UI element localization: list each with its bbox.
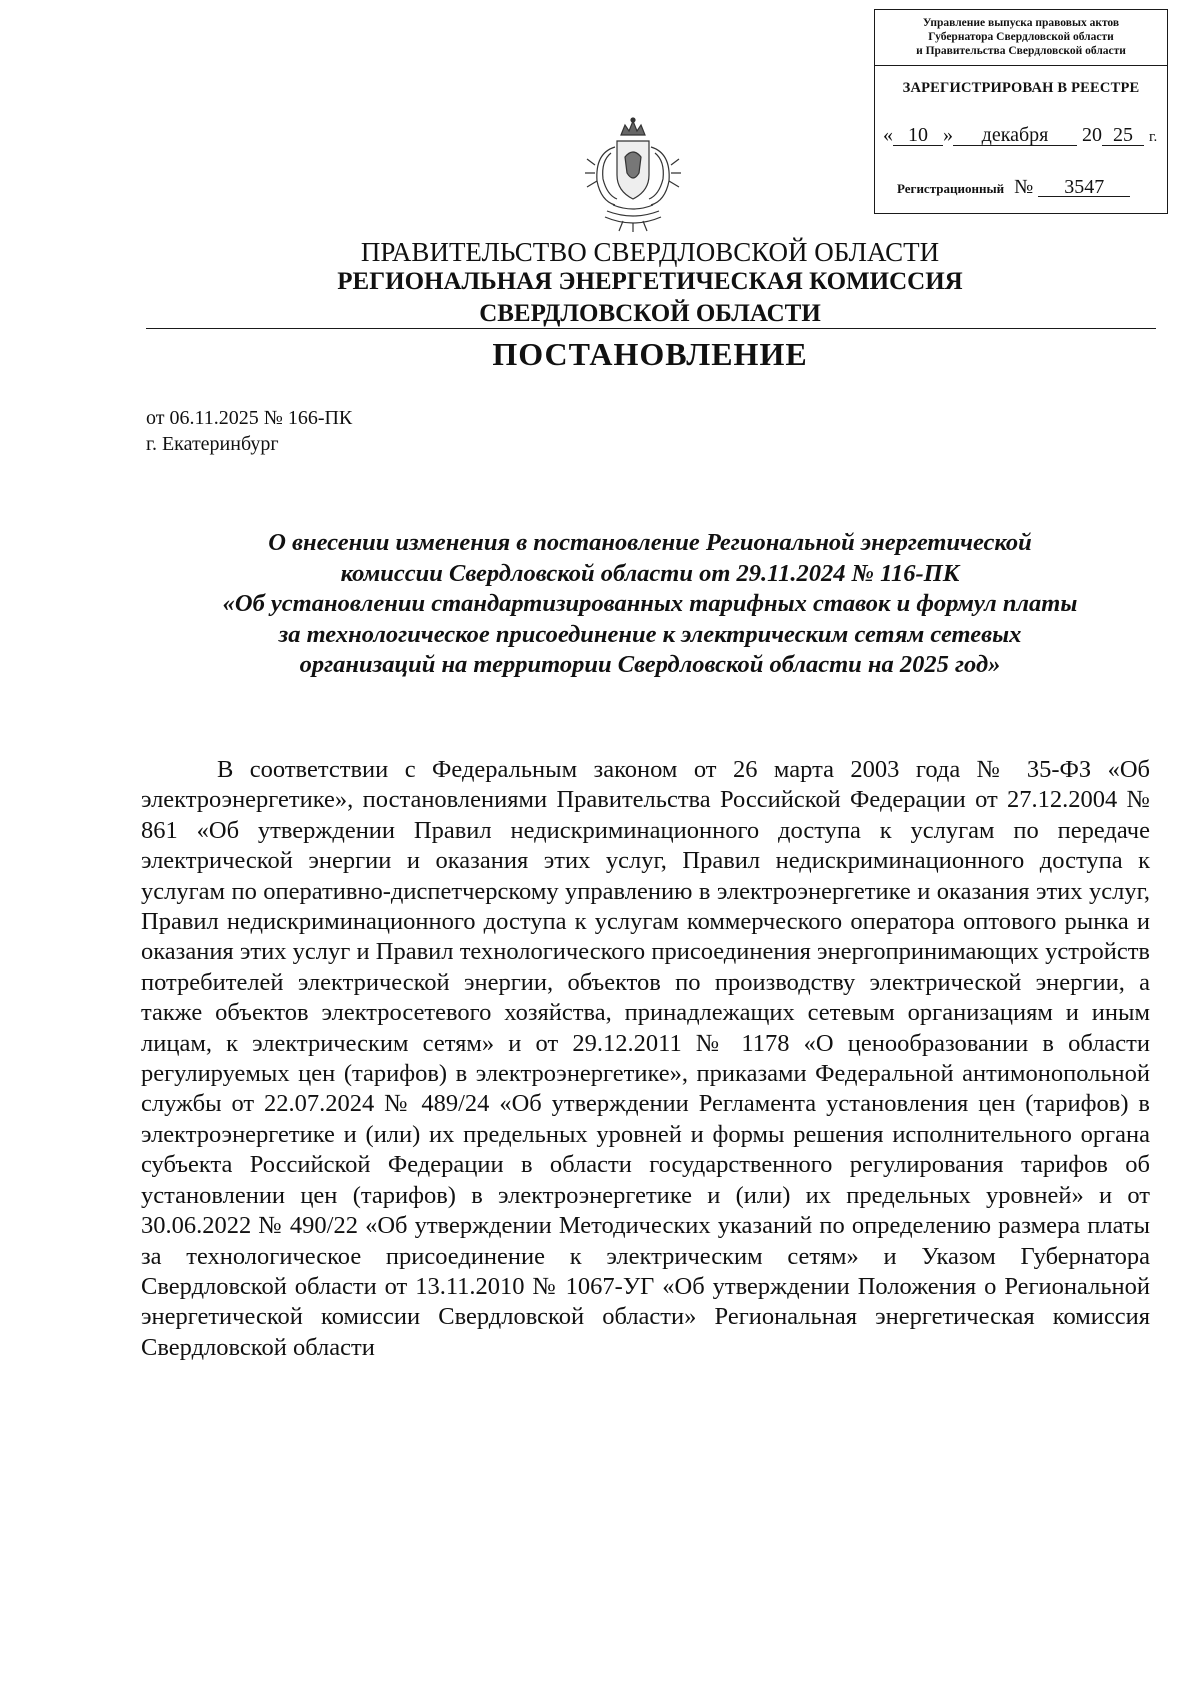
subject-line: за технологическое присоединение к электрическим сетям сетевых (278, 620, 1022, 648)
stamp-registered-label: ЗАРЕГИСТРИРОВАН В РЕЕСТРЕ (902, 80, 1140, 96)
commission-name-line1: РЕГИОНАЛЬНАЯ ЭНЕРГЕТИЧЕСКАЯ КОМИССИЯ (337, 268, 963, 295)
stamp-registration-number (897, 176, 1157, 199)
subject-line: организаций на территории Свердловской области на 2025 год» (299, 651, 1001, 678)
stamp-month: декабря (953, 125, 1077, 146)
stamp-year-prefix: 20 (1082, 124, 1102, 146)
body-paragraph: В соответствии с Федеральным законом от 26 марта 2003 года № 35-ФЗ «Об электроэнергетике», постановлениями Правительства Российской Федерации от 27.12.2004 № 861 «Об утверждении Правил недискриминационного доступа к услугам по передаче электрической энергии и оказания этих услуг, Правил недискриминационного доступа к услугам по оперативно-диспетчерскому управлению в электроэнергетике и оказания этих услуг, Правил недискриминационного доступа к услугам коммерческого оператора оптового рынка и оказания этих услуг и Правил технологического присоединения энергопринимающих устройств потребителей электрической энергии, объектов по производству электрической энергии, а также объектов электросетевого хозяйства, принадлежащих сетевым организациям и иным лицам, к электрическим сетям» и от 29.12.2011 № 1178 «О ценообразовании в области регулируемых цен (тарифов) в электроэнергетике», приказами Федеральной антимонопольной службы от 22.07.2024 № 489/24 «Об утверждении Регламента установления цен (тарифов) в электроэнергетике и (или) их предельных уровней и формы решения исполнительного органа субъекта Российской Федерации в области государственного регулирования тарифов об установлении цен (тарифов) в электроэнергетике и (или) их предельных уровней» и от 30.06.2022 № 490/22 «Об утверждении Методических указаний по определению размера платы за технологическое присоединение к электрическим сетям» и Указом Губернатора Свердловской области от 13.11.2010 № 1067-УГ «Об утверждении Положения о Региональной энергетической комиссии Свердловской области» Региональная энергетическая комиссия Свердловской области (141, 756, 1150, 1361)
subject-line: комиссии Свердловской области от 29.11.2024 № 116-ПК (340, 559, 960, 587)
registry-stamp (874, 9, 1168, 214)
stamp-office-line: и Правительства Свердловской области (916, 45, 1126, 57)
stamp-day: 10 (893, 125, 943, 146)
document-city: г. Екатеринбург (146, 433, 279, 455)
stamp-year-unit: г. (1149, 129, 1158, 145)
coat-of-arms-icon (583, 117, 683, 233)
stamp-reg-label: Регистрационный (897, 181, 1005, 196)
stamp-office-name (875, 10, 1167, 66)
document-subject (130, 528, 1170, 681)
document-date-number: от 06.11.2025 № 166-ПК (146, 407, 353, 429)
commission-name-line2: СВЕРДЛОВСКОЙ ОБЛАСТИ (479, 300, 821, 327)
stamp-year-suffix: 25 (1102, 125, 1144, 146)
stamp-date: « 10 » декабря 20 25 г. (883, 124, 1158, 146)
stamp-office-line: Управление выпуска правовых актов (922, 17, 1120, 29)
stamp-reg-number: 3547 (1038, 178, 1130, 197)
header-divider (146, 328, 1156, 329)
document-type-title: ПОСТАНОВЛЕНИЕ (492, 336, 808, 372)
stamp-num-sign: № (1014, 176, 1034, 198)
stamp-office-line: Губернатора Свердловской области (928, 31, 1114, 43)
subject-line: «Об установлении стандартизированных тарифных ставок и формул платы (222, 590, 1078, 617)
government-name: ПРАВИТЕЛЬСТВО СВЕРДЛОВСКОЙ ОБЛАСТИ (360, 237, 940, 267)
subject-line: О внесении изменения в постановление Региональной энергетической (268, 529, 1032, 556)
